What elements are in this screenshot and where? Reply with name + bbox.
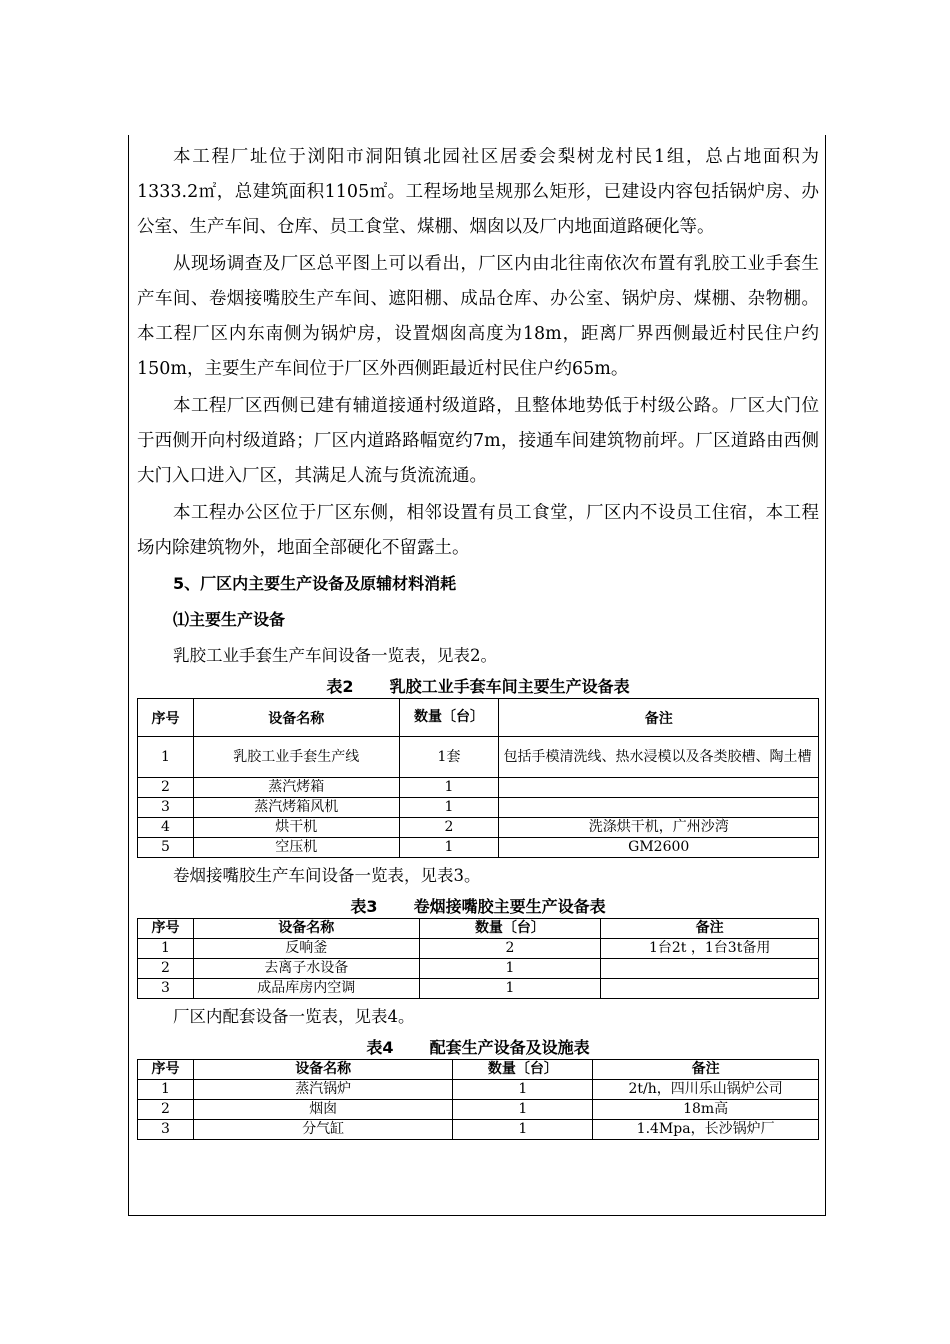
- table3-header-cell: 备注: [601, 919, 819, 939]
- table-row: [138, 1100, 819, 1120]
- table2-header-cell: 备注: [499, 699, 819, 737]
- table3-intro: 卷烟接嘴胶生产车间设备一览表，见表3。: [173, 866, 481, 885]
- table2: [137, 698, 819, 858]
- table2-header-cell: 序号: [138, 699, 194, 737]
- table-cell: [499, 798, 819, 818]
- table-cell: 成品库房内空调: [193, 979, 419, 999]
- table4-caption-title: 配套生产设备及设施表: [429, 1038, 590, 1057]
- table-cell: 4: [138, 818, 194, 838]
- table-cell: 18m高: [593, 1100, 819, 1120]
- table3-header-cell: 设备名称: [193, 919, 419, 939]
- table-row: [138, 737, 819, 778]
- table-cell: [601, 959, 819, 979]
- table4-caption: [137, 1037, 819, 1059]
- table-cell: GM2600: [499, 838, 819, 858]
- table2-caption-number: 表2: [326, 677, 354, 696]
- table-cell: [499, 778, 819, 798]
- table-cell: 2: [138, 778, 194, 798]
- table-cell: 3: [138, 798, 194, 818]
- table-cell: 3: [138, 979, 194, 999]
- table-row: [138, 1120, 819, 1140]
- document-body: [137, 140, 819, 1140]
- table3-caption: [137, 896, 819, 918]
- table-cell: 2: [138, 959, 194, 979]
- table-cell: 烟囱: [193, 1100, 453, 1120]
- table-row: [138, 798, 819, 818]
- table-cell: 3: [138, 1120, 194, 1140]
- paragraph-site-location: 本工程厂址位于浏阳市洞阳镇北园社区居委会梨树龙村民1组，总占地面积为1333.2㎡，总建筑面积1105㎡。工程场地呈规那么矩形，已建设内容包括锅炉房、办公室、生产车间、仓库、员工食堂、煤棚、烟囱以及厂内地面道路硬化等。: [137, 147, 819, 237]
- table4-caption-number: 表4: [366, 1038, 394, 1057]
- table-cell: 1: [399, 798, 499, 818]
- table-cell: 1: [399, 838, 499, 858]
- table-cell: 蒸汽烤箱: [193, 778, 399, 798]
- table3-header-row: [138, 919, 819, 939]
- table-cell: 反响釜: [193, 939, 419, 959]
- section-heading: 5、厂区内主要生产设备及原辅材料消耗: [173, 574, 457, 593]
- table4-header-cell: 设备名称: [193, 1060, 453, 1080]
- table-cell: 1: [453, 1120, 593, 1140]
- table-cell: 蒸汽烤箱风机: [193, 798, 399, 818]
- table-cell: 烘干机: [193, 818, 399, 838]
- table-cell: 1套: [399, 737, 499, 778]
- table2-header-cell: 数量〔台〕: [399, 699, 499, 737]
- paragraph-office: 本工程办公区位于厂区东侧，相邻设置有员工食堂，厂区内不设员工住宿，本工程场内除建筑物外，地面全部硬化不留露土。: [137, 503, 819, 558]
- table-cell: 1: [399, 778, 499, 798]
- table3: [137, 918, 819, 999]
- paragraph-roads: 本工程厂区西侧已建有辅道接通村级道路，且整体地势低于村级公路。厂区大门位于西侧开向村级道路；厂区内道路路幅宽约7m，接通车间建筑物前坪。厂区道路由西侧大门入口进入厂区，其满足人流与货流流通。: [137, 396, 819, 486]
- table-cell: 2: [138, 1100, 194, 1120]
- table4-intro: 厂区内配套设备一览表，见表4。: [173, 1007, 415, 1026]
- table-row: [138, 1080, 819, 1100]
- table-cell: 1: [453, 1100, 593, 1120]
- table-cell: 1.4Mpa，长沙锅炉厂: [593, 1120, 819, 1140]
- table3-header-cell: 序号: [138, 919, 194, 939]
- table-cell: 去离子水设备: [193, 959, 419, 979]
- table-cell: 5: [138, 838, 194, 858]
- table4: [137, 1059, 819, 1140]
- table-row: [138, 778, 819, 798]
- table4-header-cell: 序号: [138, 1060, 194, 1080]
- table-cell: 1: [138, 1080, 194, 1100]
- table-cell: 1: [419, 959, 601, 979]
- table-row: [138, 959, 819, 979]
- table-cell: [601, 979, 819, 999]
- paragraph-layout: 从现场调查及厂区总平图上可以看出，厂区内由北往南依次布置有乳胶工业手套生产车间、卷烟接嘴胶生产车间、遮阳棚、成品仓库、办公室、锅炉房、煤棚、杂物棚。本工程厂区内东南侧为锅炉房，设置烟囱高度为18m，距离厂界西侧最近村民住户约150m，主要生产车间位于厂区外西侧距最近村民住户约65m。: [137, 254, 819, 379]
- table3-caption-number: 表3: [350, 897, 378, 916]
- table-cell: 蒸汽锅炉: [193, 1080, 453, 1100]
- table-cell: 1: [453, 1080, 593, 1100]
- table-cell: 2: [399, 818, 499, 838]
- table2-header-cell: 设备名称: [193, 699, 399, 737]
- table3-caption-title: 卷烟接嘴胶主要生产设备表: [413, 897, 606, 916]
- table4-header-row: [138, 1060, 819, 1080]
- table-cell: 1: [138, 737, 194, 778]
- table-row: [138, 838, 819, 858]
- table-cell: 洗涤烘干机，广州沙湾: [499, 818, 819, 838]
- table-cell: 1: [138, 939, 194, 959]
- table4-header-cell: 数量〔台〕: [453, 1060, 593, 1080]
- table4-header-cell: 备注: [593, 1060, 819, 1080]
- table-cell: 乳胶工业手套生产线: [193, 737, 399, 778]
- table3-header-cell: 数量〔台〕: [419, 919, 601, 939]
- table-cell: 1: [419, 979, 601, 999]
- table2-header-row: [138, 699, 819, 737]
- table-cell: 1台2t ，1台3t备用: [601, 939, 819, 959]
- table2-caption: [137, 676, 819, 698]
- table-cell: 空压机: [193, 838, 399, 858]
- table-row: [138, 979, 819, 999]
- table2-intro: 乳胶工业手套生产车间设备一览表，见表2。: [173, 646, 497, 665]
- sub-heading: ⑴主要生产设备: [173, 610, 286, 629]
- table-cell: 包括手模清洗线、热水浸模以及各类胶槽、陶土槽: [499, 737, 819, 778]
- table-cell: 分气缸: [193, 1120, 453, 1140]
- table-cell: 2t/h，四川乐山锅炉公司: [593, 1080, 819, 1100]
- table-row: [138, 818, 819, 838]
- table-cell: 2: [419, 939, 601, 959]
- table-row: [138, 939, 819, 959]
- table2-caption-title: 乳胶工业手套车间主要生产设备表: [389, 677, 630, 696]
